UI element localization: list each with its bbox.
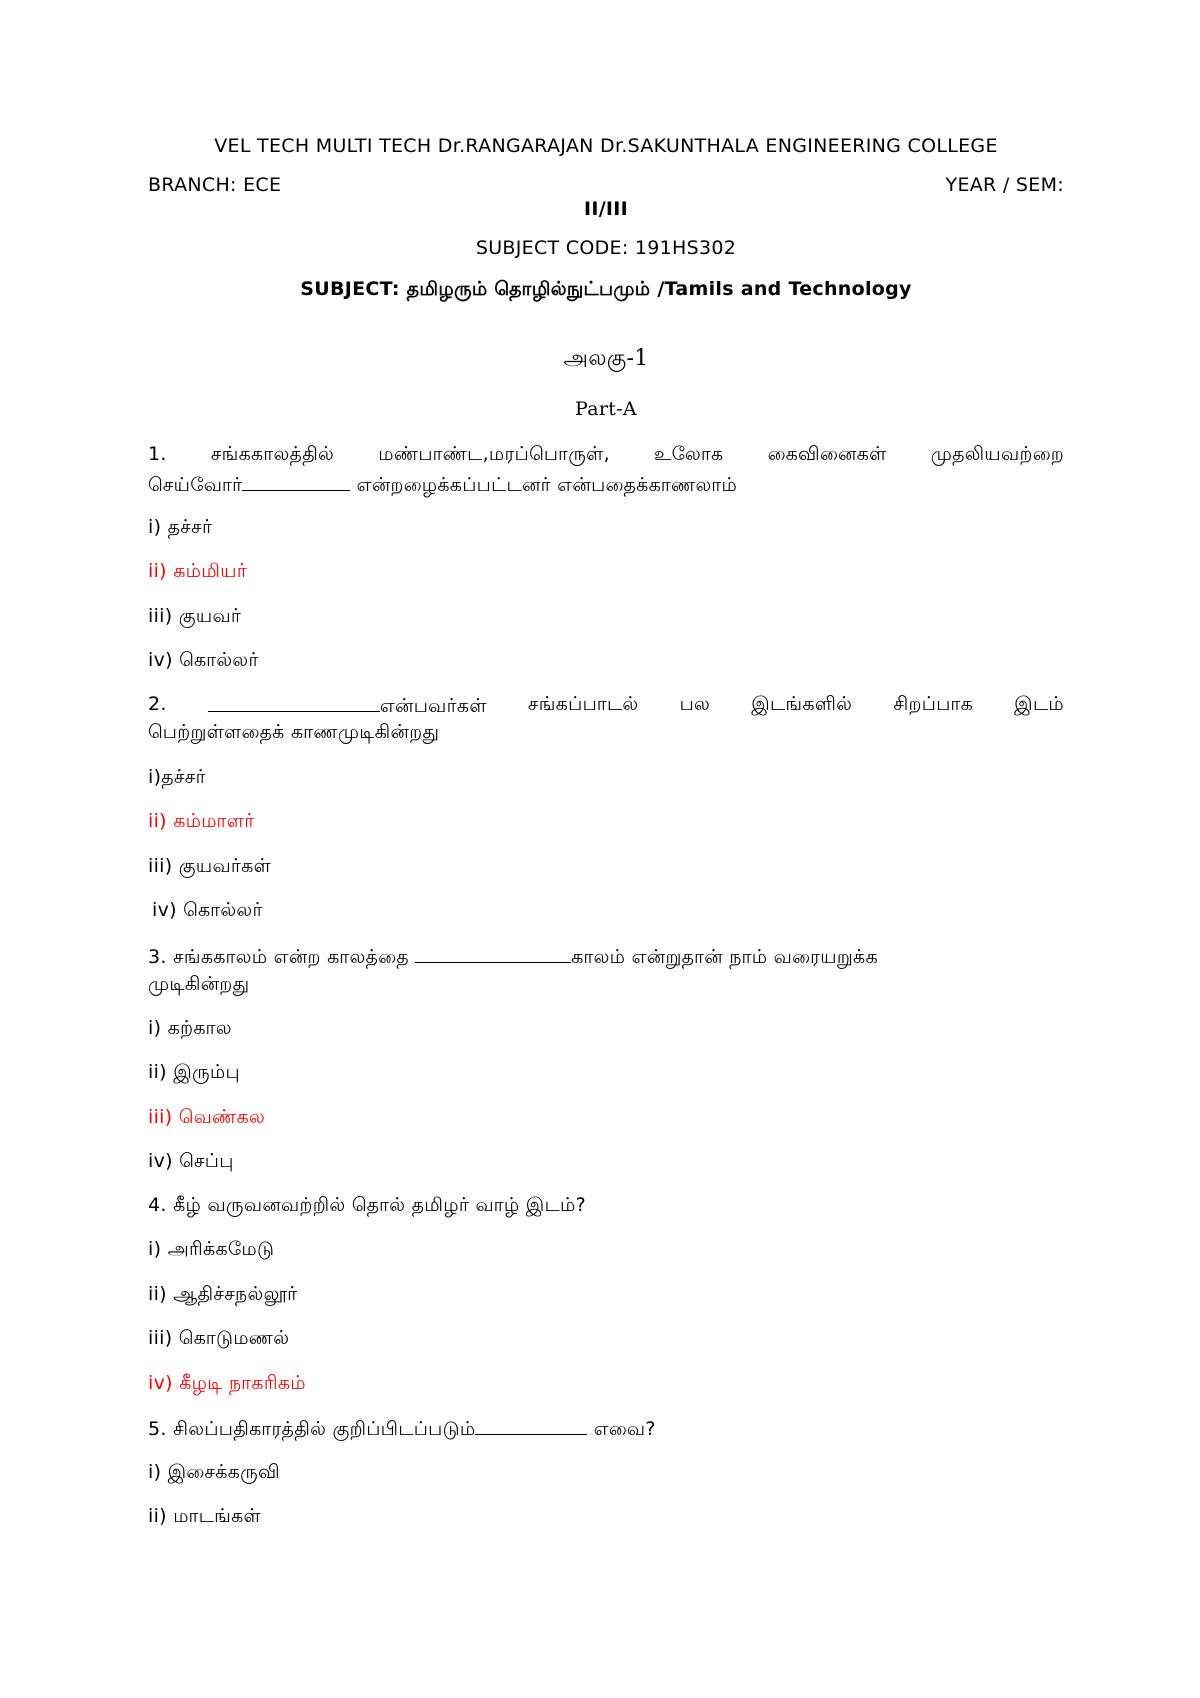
q4-option-4-correct: iv) கீழடி நாகரிகம்	[148, 1372, 306, 1394]
q1-option-1: i) தச்சர்	[148, 516, 213, 538]
question-4-line-1: 4. கீழ் வருவனவற்றில் தொல் தமிழர் வாழ் இடம்?	[148, 1194, 586, 1216]
subject-tamil: தமிழரும் தொழில்நுட்பமும்	[406, 278, 651, 300]
q1-word: உலோக	[654, 443, 724, 465]
q1-word: முதலியவற்றை	[930, 443, 1064, 465]
q2-word: சங்கப்பாடல்	[527, 693, 639, 715]
q2-word: சிறப்பாக	[893, 693, 974, 715]
q3-option-3-correct: iii) வெண்கல	[148, 1106, 266, 1128]
q4-option-1: i) அரிக்கமேடு	[148, 1238, 275, 1260]
q2-word: இடம்	[1014, 693, 1064, 715]
subject-prefix: SUBJECT:	[300, 278, 400, 300]
branch-year-row	[148, 174, 1064, 196]
q2-word: இடங்களில்	[751, 693, 853, 715]
part-title: Part-A	[575, 398, 637, 420]
q4-option-2: ii) ஆதிச்சநல்லூர்	[148, 1283, 298, 1305]
q1-word: கைவினைகள்	[767, 443, 887, 465]
q2-option-2-correct: ii) கம்மாளர்	[148, 810, 255, 832]
q3-option-2: ii) இரும்பு	[148, 1061, 240, 1083]
question-1-line-2: செய்வோர் என்றழைக்கப்பட்டனர் என்பதைக்காணலாம்	[148, 474, 738, 496]
question-2-line-1	[148, 693, 1064, 717]
q2-option-4: iv) கொல்லர்	[152, 899, 263, 921]
answer-blank	[242, 472, 350, 491]
answer-blank	[208, 693, 380, 712]
q1-word: சங்ககாலத்தில்	[210, 443, 335, 465]
branch-label: BRANCH: ECE	[148, 174, 282, 196]
q2-option-1: i)தச்சர்	[148, 766, 206, 788]
q1-word: மண்பாண்ட,மரப்பொருள்,	[378, 443, 610, 465]
q2-option-3: iii) குயவர்கள்	[148, 855, 272, 877]
q1-option-4: iv) கொல்லர்	[148, 649, 259, 671]
q3-option-1: i) கற்கால	[148, 1017, 232, 1039]
q3-option-4: iv) செப்பு	[148, 1150, 234, 1172]
year-sem-label: YEAR / SEM:	[945, 174, 1064, 196]
question-2-line-2: பெற்றுள்ளதைக் காணமுடிகின்றது	[148, 721, 440, 743]
q1-option-2-correct: ii) கம்மியர்	[148, 560, 248, 582]
question-3-line-2: முடிகின்றது	[148, 973, 250, 995]
q1-option-3: iii) குயவர்	[148, 605, 242, 627]
q1-word: 1.	[148, 443, 167, 465]
question-5-line-1: 5. சிலப்பதிகாரத்தில் குறிப்பிடப்படும் எவை?	[148, 1418, 656, 1440]
subject-title	[148, 278, 1064, 300]
answer-blank	[475, 1416, 587, 1435]
college-name: VEL TECH MULTI TECH Dr.RANGARAJAN Dr.SAKUNTHALA ENGINEERING COLLEGE	[214, 135, 998, 157]
q5-option-1: i) இசைக்கருவி	[148, 1461, 280, 1483]
answer-blank	[415, 944, 571, 963]
subject-english: /Tamils and Technology	[657, 278, 912, 300]
question-1-line-1	[148, 443, 1064, 465]
q2-word: 2.	[148, 693, 167, 715]
unit-title: அலகு-1	[563, 346, 649, 371]
year-sem-value: II/III	[583, 198, 629, 220]
q2-word: பல	[679, 693, 711, 715]
question-3-line-1: 3. சங்ககாலம் என்ற காலத்தை காலம் என்றுதான் நாம் வரையறுக்க	[148, 946, 878, 968]
q4-option-3: iii) கொடுமணல்	[148, 1327, 290, 1349]
q2-word: என்பவர்கள்	[208, 693, 487, 717]
subject-code: SUBJECT CODE: 191HS302	[475, 237, 737, 259]
q5-option-2: ii) மாடங்கள்	[148, 1505, 261, 1527]
